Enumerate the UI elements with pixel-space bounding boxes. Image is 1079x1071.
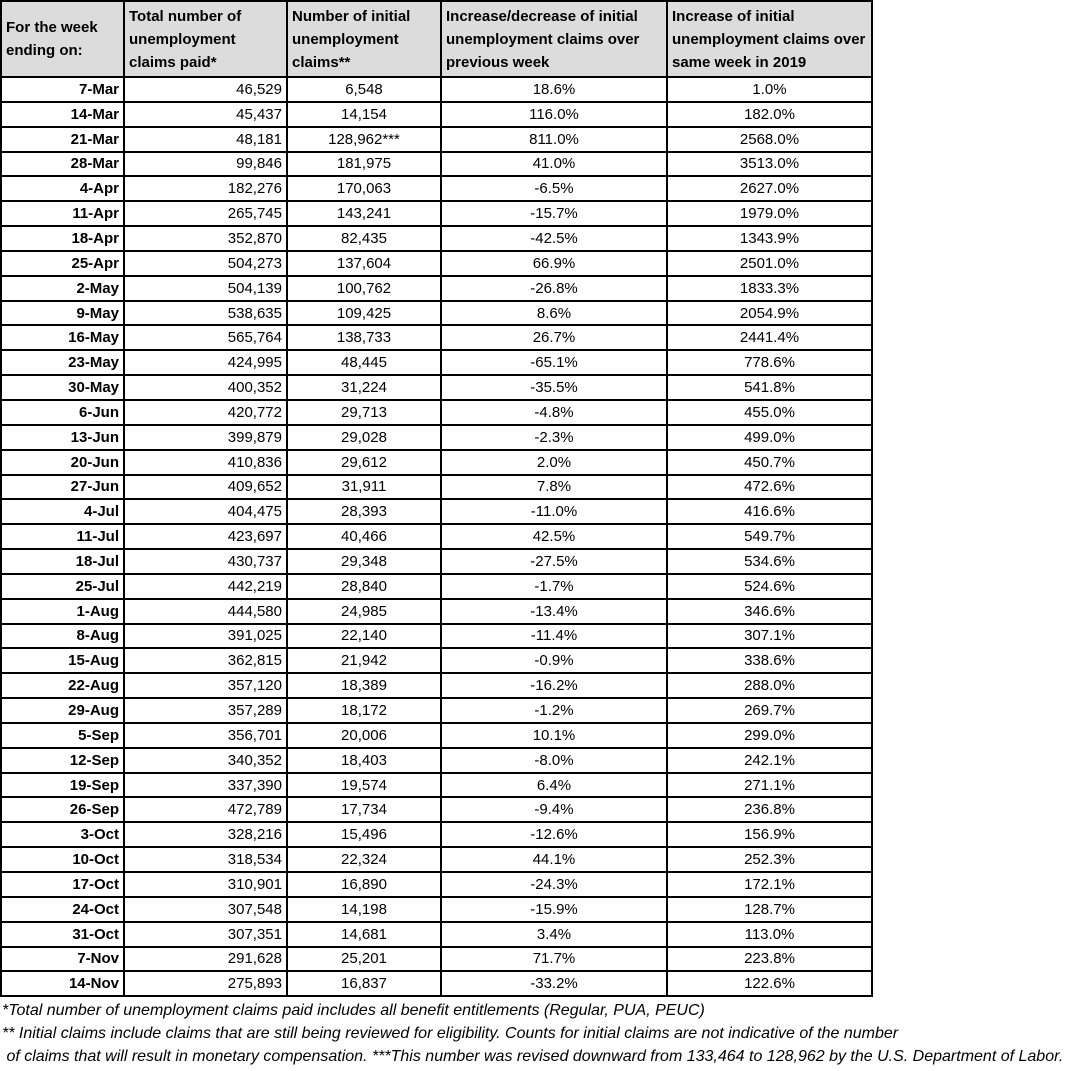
footnotes	[0, 999, 1079, 1068]
initial-claims-cell: 29,348	[287, 549, 441, 574]
table-row	[1, 797, 872, 822]
table-row	[1, 723, 872, 748]
week-ending-cell: 19-Sep	[1, 773, 124, 798]
wow-change-cell: 18.6%	[441, 77, 667, 102]
yoy-change-cell: 1979.0%	[667, 201, 872, 226]
yoy-change-cell: 307.1%	[667, 624, 872, 649]
claims-paid-cell: 404,475	[124, 499, 287, 524]
table-row	[1, 524, 872, 549]
yoy-change-cell: 269.7%	[667, 698, 872, 723]
initial-claims-cell: 128,962***	[287, 127, 441, 152]
week-ending-cell: 14-Nov	[1, 971, 124, 996]
claims-paid-cell: 275,893	[124, 971, 287, 996]
yoy-change-cell: 271.1%	[667, 773, 872, 798]
claims-paid-cell: 504,139	[124, 276, 287, 301]
initial-claims-cell: 29,612	[287, 450, 441, 475]
claims-paid-cell: 307,351	[124, 922, 287, 947]
week-ending-cell: 8-Aug	[1, 624, 124, 649]
claims-paid-cell: 310,901	[124, 872, 287, 897]
table-row	[1, 127, 872, 152]
wow-change-cell: 66.9%	[441, 251, 667, 276]
table-row	[1, 897, 872, 922]
week-ending-cell: 4-Jul	[1, 499, 124, 524]
claims-paid-cell: 442,219	[124, 574, 287, 599]
table-row	[1, 450, 872, 475]
initial-claims-cell: 28,840	[287, 574, 441, 599]
table-row	[1, 698, 872, 723]
table-row	[1, 599, 872, 624]
claims-paid-cell: 444,580	[124, 599, 287, 624]
claims-paid-cell: 423,697	[124, 524, 287, 549]
initial-claims-cell: 170,063	[287, 176, 441, 201]
wow-change-cell: -13.4%	[441, 599, 667, 624]
wow-change-cell: -12.6%	[441, 822, 667, 847]
week-ending-cell: 7-Mar	[1, 77, 124, 102]
week-ending-cell: 4-Apr	[1, 176, 124, 201]
table-row	[1, 624, 872, 649]
wow-change-cell: -26.8%	[441, 276, 667, 301]
wow-change-cell: -24.3%	[441, 872, 667, 897]
table-row	[1, 176, 872, 201]
week-ending-cell: 23-May	[1, 350, 124, 375]
week-ending-cell: 18-Apr	[1, 226, 124, 251]
initial-claims-cell: 31,224	[287, 375, 441, 400]
claims-paid-cell: 400,352	[124, 375, 287, 400]
initial-claims-cell: 82,435	[287, 226, 441, 251]
table-row	[1, 773, 872, 798]
week-ending-cell: 9-May	[1, 301, 124, 326]
week-ending-cell: 1-Aug	[1, 599, 124, 624]
table-row	[1, 822, 872, 847]
initial-claims-cell: 18,403	[287, 748, 441, 773]
wow-change-cell: -4.8%	[441, 400, 667, 425]
yoy-change-cell: 172.1%	[667, 872, 872, 897]
table-row	[1, 425, 872, 450]
yoy-change-cell: 534.6%	[667, 549, 872, 574]
claims-paid-cell: 337,390	[124, 773, 287, 798]
claims-paid-cell: 340,352	[124, 748, 287, 773]
footnote-revised-number: of claims that will result in monetary compensation. ***This number was revised downward from 133,464 to 128,962 by the U.S. Department of Labor.	[2, 1048, 1064, 1066]
claims-paid-cell: 357,289	[124, 698, 287, 723]
footnote-initial-claims: ** Initial claims include claims that are still being reviewed for eligibility. Counts for initial claims are not indicative of the number	[2, 1025, 899, 1043]
wow-change-cell: -2.3%	[441, 425, 667, 450]
yoy-change-cell: 524.6%	[667, 574, 872, 599]
claims-paid-cell: 362,815	[124, 648, 287, 673]
wow-change-cell: 10.1%	[441, 723, 667, 748]
wow-change-cell: -27.5%	[441, 549, 667, 574]
claims-paid-cell: 328,216	[124, 822, 287, 847]
claims-paid-cell: 99,846	[124, 152, 287, 177]
yoy-change-cell: 288.0%	[667, 673, 872, 698]
wow-change-cell: -33.2%	[441, 971, 667, 996]
yoy-change-cell: 223.8%	[667, 947, 872, 972]
table-row	[1, 251, 872, 276]
table-row	[1, 947, 872, 972]
week-ending-cell: 31-Oct	[1, 922, 124, 947]
initial-claims-cell: 18,172	[287, 698, 441, 723]
initial-claims-cell: 109,425	[287, 301, 441, 326]
week-ending-cell: 13-Jun	[1, 425, 124, 450]
initial-claims-cell: 14,154	[287, 102, 441, 127]
week-ending-cell: 27-Jun	[1, 475, 124, 500]
initial-claims-cell: 100,762	[287, 276, 441, 301]
table-row	[1, 748, 872, 773]
table-row	[1, 574, 872, 599]
yoy-change-cell: 3513.0%	[667, 152, 872, 177]
week-ending-cell: 20-Jun	[1, 450, 124, 475]
initial-claims-cell: 22,324	[287, 847, 441, 872]
yoy-change-cell: 2441.4%	[667, 325, 872, 350]
table-row	[1, 847, 872, 872]
wow-change-cell: -11.0%	[441, 499, 667, 524]
table-row	[1, 922, 872, 947]
claims-paid-cell: 356,701	[124, 723, 287, 748]
yoy-change-cell: 472.6%	[667, 475, 872, 500]
week-ending-cell: 16-May	[1, 325, 124, 350]
initial-claims-cell: 14,681	[287, 922, 441, 947]
week-ending-cell: 25-Jul	[1, 574, 124, 599]
table-body	[1, 77, 872, 996]
claims-paid-cell: 318,534	[124, 847, 287, 872]
initial-claims-cell: 14,198	[287, 897, 441, 922]
table-row	[1, 648, 872, 673]
claims-paid-cell: 430,737	[124, 549, 287, 574]
initial-claims-cell: 19,574	[287, 773, 441, 798]
wow-change-cell: -1.7%	[441, 574, 667, 599]
initial-claims-cell: 20,006	[287, 723, 441, 748]
week-ending-cell: 11-Apr	[1, 201, 124, 226]
week-ending-cell: 12-Sep	[1, 748, 124, 773]
claims-paid-cell: 409,652	[124, 475, 287, 500]
initial-claims-cell: 181,975	[287, 152, 441, 177]
table-row	[1, 201, 872, 226]
header-week-ending: For the week ending on:	[1, 1, 124, 77]
initial-claims-cell: 31,911	[287, 475, 441, 500]
initial-claims-cell: 15,496	[287, 822, 441, 847]
wow-change-cell: -35.5%	[441, 375, 667, 400]
initial-claims-cell: 48,445	[287, 350, 441, 375]
initial-claims-cell: 29,713	[287, 400, 441, 425]
initial-claims-cell: 29,028	[287, 425, 441, 450]
table-row	[1, 325, 872, 350]
yoy-change-cell: 182.0%	[667, 102, 872, 127]
claims-paid-cell: 565,764	[124, 325, 287, 350]
table-row	[1, 400, 872, 425]
wow-change-cell: -1.2%	[441, 698, 667, 723]
initial-claims-cell: 25,201	[287, 947, 441, 972]
initial-claims-cell: 40,466	[287, 524, 441, 549]
yoy-change-cell: 499.0%	[667, 425, 872, 450]
header-initial-claims: Number of initial unemployment claims**	[287, 1, 441, 77]
initial-claims-cell: 28,393	[287, 499, 441, 524]
claims-paid-cell: 420,772	[124, 400, 287, 425]
week-ending-cell: 29-Aug	[1, 698, 124, 723]
claims-paid-cell: 391,025	[124, 624, 287, 649]
wow-change-cell: 71.7%	[441, 947, 667, 972]
table-row	[1, 301, 872, 326]
wow-change-cell: 7.8%	[441, 475, 667, 500]
yoy-change-cell: 541.8%	[667, 375, 872, 400]
footnote-claims-paid: *Total number of unemployment claims paid includes all benefit entitlements (Regular, PUA, PEUC)	[2, 1002, 705, 1020]
yoy-change-cell: 2568.0%	[667, 127, 872, 152]
claims-paid-cell: 45,437	[124, 102, 287, 127]
yoy-change-cell: 450.7%	[667, 450, 872, 475]
wow-change-cell: 41.0%	[441, 152, 667, 177]
yoy-change-cell: 242.1%	[667, 748, 872, 773]
week-ending-cell: 28-Mar	[1, 152, 124, 177]
yoy-change-cell: 778.6%	[667, 350, 872, 375]
table-row	[1, 673, 872, 698]
table-row	[1, 375, 872, 400]
week-ending-cell: 3-Oct	[1, 822, 124, 847]
initial-claims-cell: 24,985	[287, 599, 441, 624]
wow-change-cell: -0.9%	[441, 648, 667, 673]
initial-claims-cell: 17,734	[287, 797, 441, 822]
wow-change-cell: -16.2%	[441, 673, 667, 698]
week-ending-cell: 30-May	[1, 375, 124, 400]
claims-paid-cell: 357,120	[124, 673, 287, 698]
table-row	[1, 152, 872, 177]
initial-claims-cell: 138,733	[287, 325, 441, 350]
yoy-change-cell: 236.8%	[667, 797, 872, 822]
wow-change-cell: -15.7%	[441, 201, 667, 226]
initial-claims-cell: 137,604	[287, 251, 441, 276]
wow-change-cell: -11.4%	[441, 624, 667, 649]
yoy-change-cell: 2054.9%	[667, 301, 872, 326]
claims-paid-cell: 291,628	[124, 947, 287, 972]
yoy-change-cell: 346.6%	[667, 599, 872, 624]
week-ending-cell: 6-Jun	[1, 400, 124, 425]
table-row	[1, 276, 872, 301]
wow-change-cell: 116.0%	[441, 102, 667, 127]
table-row	[1, 475, 872, 500]
yoy-change-cell: 128.7%	[667, 897, 872, 922]
table-header	[1, 1, 872, 77]
claims-paid-cell: 538,635	[124, 301, 287, 326]
week-ending-cell: 22-Aug	[1, 673, 124, 698]
week-ending-cell: 14-Mar	[1, 102, 124, 127]
claims-paid-cell: 265,745	[124, 201, 287, 226]
yoy-change-cell: 2627.0%	[667, 176, 872, 201]
week-ending-cell: 18-Jul	[1, 549, 124, 574]
week-ending-cell: 15-Aug	[1, 648, 124, 673]
header-wow-change: Increase/decrease of initial unemployment claims over previous week	[441, 1, 667, 77]
week-ending-cell: 24-Oct	[1, 897, 124, 922]
wow-change-cell: -15.9%	[441, 897, 667, 922]
initial-claims-cell: 6,548	[287, 77, 441, 102]
wow-change-cell: 6.4%	[441, 773, 667, 798]
table-row	[1, 499, 872, 524]
initial-claims-cell: 16,890	[287, 872, 441, 897]
yoy-change-cell: 156.9%	[667, 822, 872, 847]
week-ending-cell: 25-Apr	[1, 251, 124, 276]
yoy-change-cell: 299.0%	[667, 723, 872, 748]
table-row	[1, 226, 872, 251]
yoy-change-cell: 416.6%	[667, 499, 872, 524]
header-row	[1, 1, 872, 77]
wow-change-cell: -6.5%	[441, 176, 667, 201]
wow-change-cell: -8.0%	[441, 748, 667, 773]
claims-paid-cell: 424,995	[124, 350, 287, 375]
table-row	[1, 872, 872, 897]
wow-change-cell: 26.7%	[441, 325, 667, 350]
wow-change-cell: 44.1%	[441, 847, 667, 872]
wow-change-cell: 2.0%	[441, 450, 667, 475]
claims-paid-cell: 410,836	[124, 450, 287, 475]
yoy-change-cell: 2501.0%	[667, 251, 872, 276]
header-claims-paid: Total number of unemployment claims paid*	[124, 1, 287, 77]
week-ending-cell: 17-Oct	[1, 872, 124, 897]
yoy-change-cell: 1343.9%	[667, 226, 872, 251]
claims-paid-cell: 307,548	[124, 897, 287, 922]
week-ending-cell: 21-Mar	[1, 127, 124, 152]
wow-change-cell: -65.1%	[441, 350, 667, 375]
table-row	[1, 549, 872, 574]
yoy-change-cell: 122.6%	[667, 971, 872, 996]
table-row	[1, 102, 872, 127]
initial-claims-cell: 22,140	[287, 624, 441, 649]
claims-paid-cell: 48,181	[124, 127, 287, 152]
yoy-change-cell: 1.0%	[667, 77, 872, 102]
week-ending-cell: 2-May	[1, 276, 124, 301]
initial-claims-cell: 143,241	[287, 201, 441, 226]
yoy-change-cell: 338.6%	[667, 648, 872, 673]
wow-change-cell: -9.4%	[441, 797, 667, 822]
claims-paid-cell: 399,879	[124, 425, 287, 450]
wow-change-cell: -42.5%	[441, 226, 667, 251]
week-ending-cell: 11-Jul	[1, 524, 124, 549]
initial-claims-cell: 18,389	[287, 673, 441, 698]
claims-paid-cell: 46,529	[124, 77, 287, 102]
table-row	[1, 77, 872, 102]
week-ending-cell: 5-Sep	[1, 723, 124, 748]
wow-change-cell: 3.4%	[441, 922, 667, 947]
claims-paid-cell: 182,276	[124, 176, 287, 201]
claims-paid-cell: 504,273	[124, 251, 287, 276]
initial-claims-cell: 16,837	[287, 971, 441, 996]
week-ending-cell: 7-Nov	[1, 947, 124, 972]
week-ending-cell: 26-Sep	[1, 797, 124, 822]
yoy-change-cell: 549.7%	[667, 524, 872, 549]
claims-paid-cell: 352,870	[124, 226, 287, 251]
initial-claims-cell: 21,942	[287, 648, 441, 673]
table-row	[1, 350, 872, 375]
yoy-change-cell: 113.0%	[667, 922, 872, 947]
week-ending-cell: 10-Oct	[1, 847, 124, 872]
yoy-change-cell: 1833.3%	[667, 276, 872, 301]
wow-change-cell: 8.6%	[441, 301, 667, 326]
claims-paid-cell: 472,789	[124, 797, 287, 822]
table-row	[1, 971, 872, 996]
header-yoy-change: Increase of initial unemployment claims over same week in 2019	[667, 1, 872, 77]
yoy-change-cell: 252.3%	[667, 847, 872, 872]
yoy-change-cell: 455.0%	[667, 400, 872, 425]
wow-change-cell: 42.5%	[441, 524, 667, 549]
wow-change-cell: 811.0%	[441, 127, 667, 152]
